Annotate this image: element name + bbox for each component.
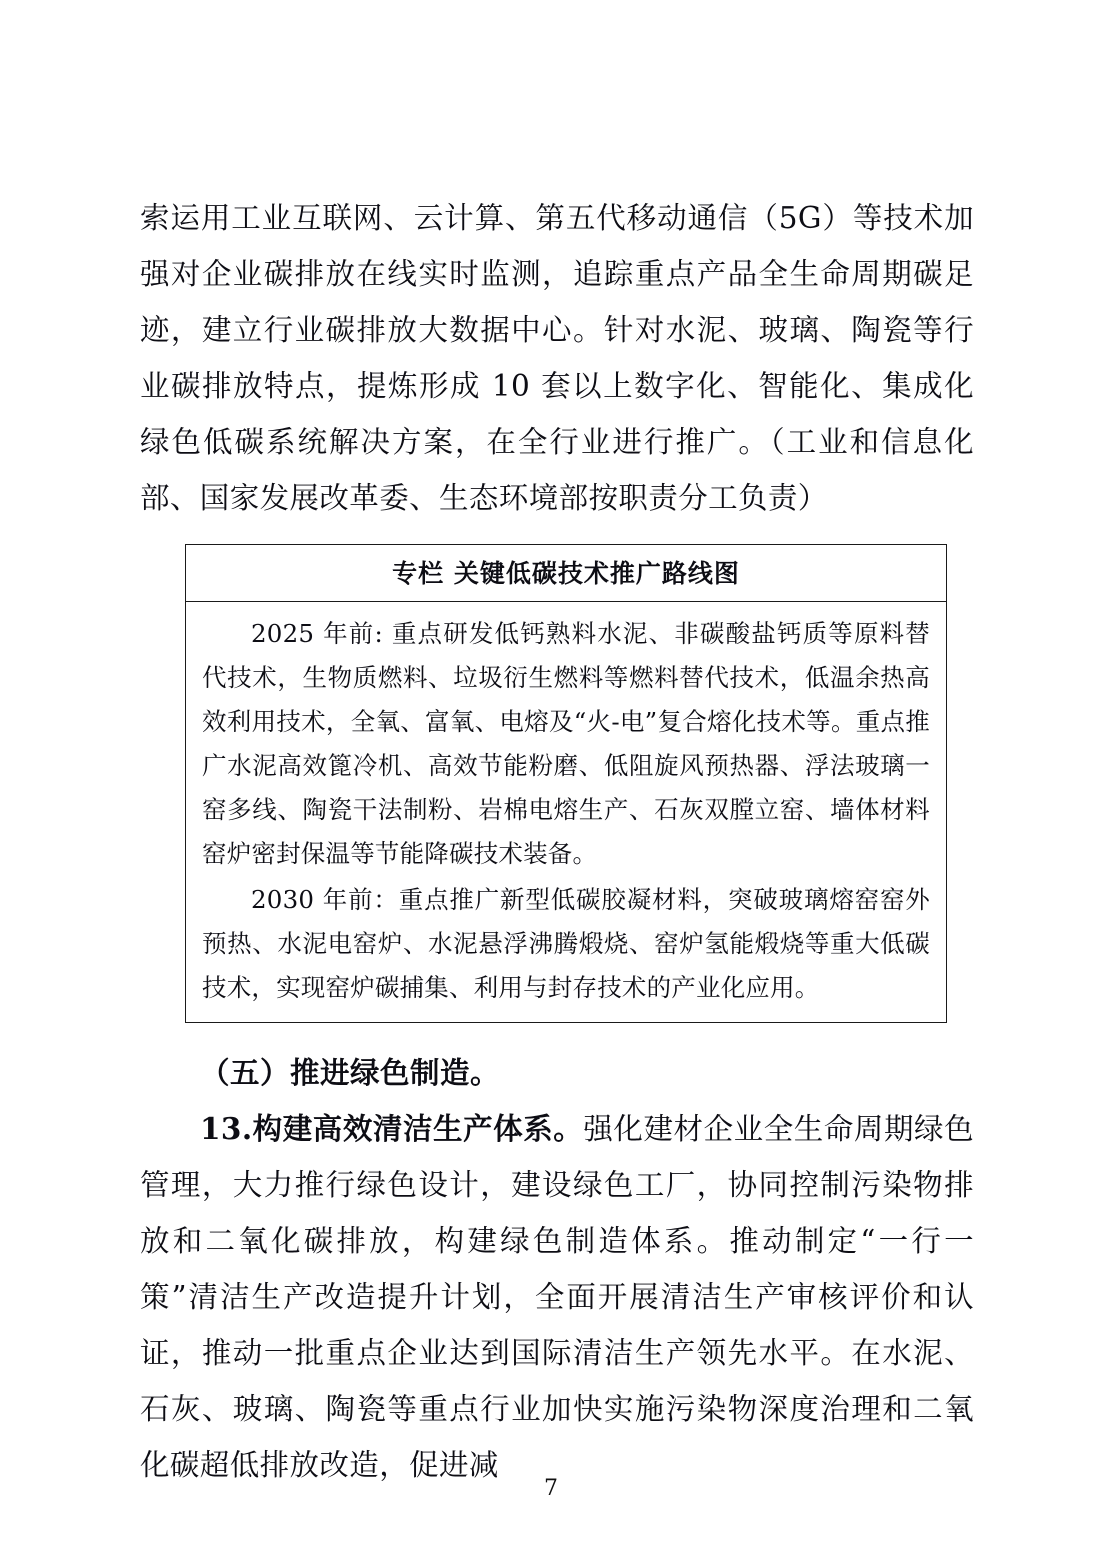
item-13-paragraph <box>140 1101 974 1493</box>
item-13-lead: 13.构建高效清洁生产体系。 <box>200 1111 584 1146</box>
callout-box-body <box>186 601 946 1022</box>
callout-box-title: 专栏 关键低碳技术推广路线图 <box>392 559 740 588</box>
item-13-text: 强化建材企业全生命周期绿色管理，大力推行绿色设计，建设绿色工厂，协同控制污染物排放和二氧化碳排放，构建绿色制造体系。推动制定“一行一策”清洁生产改造提升计划，全面开展清洁生产审核评价和认证，推动一批重点企业达到国际清洁生产领先水平。在水泥、石灰、玻璃、陶瓷等重点行业加快实施污染物深度治理和二氧化碳超低排放改造，促进减 <box>140 1112 974 1482</box>
callout-paragraph-2025: 2025 年前: 重点研发低钙熟料水泥、非碳酸盐钙质等原料替代技术，生物质燃料、垃圾衍生燃料等燃料替代技术，低温余热高效利用技术，全氧、富氧、电熔及“火-电”复合熔化技术等。重点推广水泥高效篦冷机、高效节能粉磨、低阻旋风预热器、浮法玻璃一窑多线、陶瓷干法制粉、岩棉电熔生产、石灰双膛立窑、墙体材料窑炉密封保温等节能降碳技术装备。 <box>202 619 930 868</box>
paragraph-continuation: 索运用工业互联网、云计算、第五代移动通信（5G）等技术加强对企业碳排放在线实时监测，追踪重点产品全生命周期碳足迹，建立行业碳排放大数据中心。针对水泥、玻璃、陶瓷等行业碳排放特点，提炼形成 10 套以上数字化、智能化、集成化绿色低碳系统解决方案，在全行业进行推广。（工业和信息化部、国家发展改革委、生态环境部按职责分工负责） <box>140 201 974 515</box>
callout-paragraph-2030: 2030 年前：重点推广新型低碳胶凝材料，突破玻璃熔窑窑外预热、水泥电窑炉、水泥悬浮沸腾煅烧、窑炉氢能煅烧等重大低碳技术，实现窑炉碳捕集、利用与封存技术的产业化应用。 <box>202 885 930 1002</box>
page-number: 7 <box>544 1476 558 1501</box>
callout-box <box>185 544 947 1023</box>
section-heading: （五）推进绿色制造。 <box>200 1055 501 1090</box>
